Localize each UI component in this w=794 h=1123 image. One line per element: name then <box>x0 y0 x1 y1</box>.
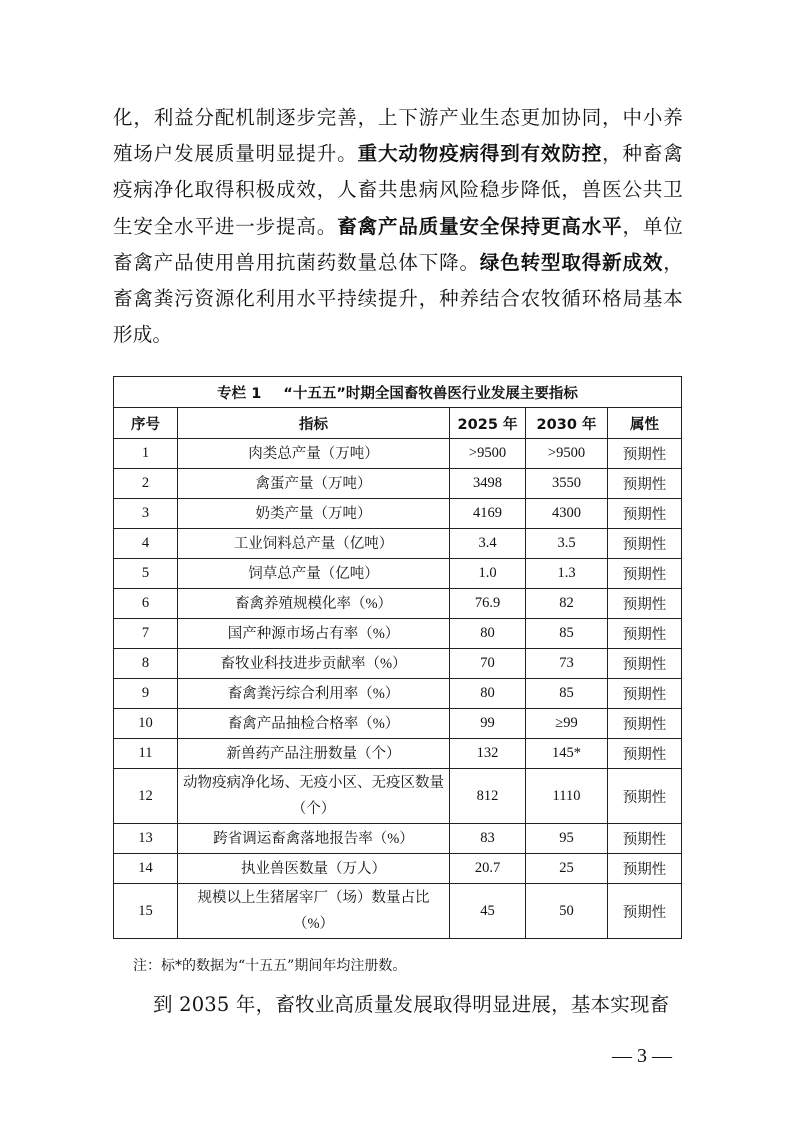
row-value-2025: 76.9 <box>450 589 526 619</box>
table-row <box>114 884 682 939</box>
row-value-2025: 812 <box>450 769 526 824</box>
row-value-2030: 85 <box>526 679 608 709</box>
table-caption-row <box>114 377 682 408</box>
row-value-2030: 95 <box>526 824 608 854</box>
row-value-2025: 4169 <box>450 499 526 529</box>
row-number: 2 <box>114 469 178 499</box>
row-value-2030: ≥99 <box>526 709 608 739</box>
row-indicator: 新兽药产品注册数量（个） <box>178 739 450 769</box>
indicators-table <box>113 376 682 939</box>
row-number: 9 <box>114 679 178 709</box>
row-indicator: 禽蛋产量（万吨） <box>178 469 450 499</box>
row-number: 3 <box>114 499 178 529</box>
table-row <box>114 619 682 649</box>
row-value-2025: >9500 <box>450 439 526 469</box>
table-row <box>114 439 682 469</box>
intro-bold-3: 绿色转型取得新成效 <box>479 250 664 274</box>
table-row <box>114 769 682 824</box>
row-indicator: 规模以上生猪屠宰厂（场）数量占比（%） <box>178 884 450 939</box>
row-number: 13 <box>114 824 178 854</box>
row-indicator: 执业兽医数量（万人） <box>178 854 450 884</box>
header-no: 序号 <box>114 408 178 439</box>
row-attribute: 预期性 <box>608 559 682 589</box>
row-attribute: 预期性 <box>608 469 682 499</box>
table-note: 注：标*的数据为“十五五”期间年均注册数。 <box>133 958 407 974</box>
row-value-2025: 20.7 <box>450 854 526 884</box>
row-indicator: 跨省调运畜禽落地报告率（%） <box>178 824 450 854</box>
row-attribute: 预期性 <box>608 709 682 739</box>
intro-text-2: ，种畜禽疫病净化取得积极成效，人畜共患病风险稳步降低，兽医公共卫生安全水平进一步提高。 <box>113 142 683 238</box>
table-row <box>114 739 682 769</box>
table-row <box>114 469 682 499</box>
row-number: 7 <box>114 619 178 649</box>
table-row <box>114 589 682 619</box>
table-row <box>114 679 682 709</box>
row-value-2030: 145* <box>526 739 608 769</box>
row-attribute: 预期性 <box>608 529 682 559</box>
row-attribute: 预期性 <box>608 739 682 769</box>
row-indicator: 畜牧业科技进步贡献率（%） <box>178 649 450 679</box>
row-number: 14 <box>114 854 178 884</box>
row-indicator: 工业饲料总产量（亿吨） <box>178 529 450 559</box>
intro-paragraph <box>113 100 683 353</box>
page-number: — 3 — <box>612 1045 672 1067</box>
row-value-2030: 50 <box>526 884 608 939</box>
row-number: 1 <box>114 439 178 469</box>
intro-text-4: ，畜禽粪污资源化利用水平持续提升，种养结合农牧循环格局基本形成。 <box>113 250 683 347</box>
row-attribute: 预期性 <box>608 854 682 884</box>
row-value-2030: 3.5 <box>526 529 608 559</box>
row-value-2030: >9500 <box>526 439 608 469</box>
row-number: 5 <box>114 559 178 589</box>
row-indicator: 畜禽粪污综合利用率（%） <box>178 679 450 709</box>
row-attribute: 预期性 <box>608 649 682 679</box>
row-attribute: 预期性 <box>608 884 682 939</box>
table-row <box>114 824 682 854</box>
row-value-2025: 83 <box>450 824 526 854</box>
table-row <box>114 559 682 589</box>
row-indicator: 奶类产量（万吨） <box>178 499 450 529</box>
row-number: 11 <box>114 739 178 769</box>
row-indicator: 肉类总产量（万吨） <box>178 439 450 469</box>
row-value-2030: 3550 <box>526 469 608 499</box>
row-value-2025: 99 <box>450 709 526 739</box>
row-attribute: 预期性 <box>608 824 682 854</box>
table-header-row <box>114 408 682 439</box>
table-row <box>114 649 682 679</box>
row-value-2025: 132 <box>450 739 526 769</box>
row-value-2030: 1.3 <box>526 559 608 589</box>
row-value-2025: 70 <box>450 649 526 679</box>
header-attribute: 属性 <box>608 408 682 439</box>
table-row <box>114 529 682 559</box>
table-caption-title: “十五五”时期全国畜牧兽医行业发展主要指标 <box>283 385 578 402</box>
row-attribute: 预期性 <box>608 619 682 649</box>
row-value-2025: 45 <box>450 884 526 939</box>
row-value-2030: 82 <box>526 589 608 619</box>
row-attribute: 预期性 <box>608 589 682 619</box>
table-caption <box>114 377 682 408</box>
row-value-2030: 73 <box>526 649 608 679</box>
row-value-2030: 25 <box>526 854 608 884</box>
intro-bold-2: 畜禽产品质量安全保持更高水平 <box>337 214 623 238</box>
intro-bold-1: 重大动物疫病得到有效防控 <box>357 142 603 166</box>
table-body <box>114 439 682 939</box>
row-indicator: 畜禽养殖规模化率（%） <box>178 589 450 619</box>
header-indicator: 指标 <box>178 408 450 439</box>
table-row <box>114 854 682 884</box>
row-indicator: 畜禽产品抽检合格率（%） <box>178 709 450 739</box>
row-indicator: 国产种源市场占有率（%） <box>178 619 450 649</box>
row-value-2025: 3.4 <box>450 529 526 559</box>
row-value-2030: 4300 <box>526 499 608 529</box>
row-value-2025: 80 <box>450 679 526 709</box>
row-indicator: 动物疫病净化场、无疫小区、无疫区数量（个） <box>178 769 450 824</box>
table-row <box>114 709 682 739</box>
row-number: 15 <box>114 884 178 939</box>
row-value-2030: 85 <box>526 619 608 649</box>
row-attribute: 预期性 <box>608 769 682 824</box>
row-number: 4 <box>114 529 178 559</box>
table-row <box>114 499 682 529</box>
row-number: 8 <box>114 649 178 679</box>
row-number: 10 <box>114 709 178 739</box>
row-attribute: 预期性 <box>608 439 682 469</box>
row-number: 12 <box>114 769 178 824</box>
table-caption-label: 专栏 1 <box>217 385 262 402</box>
row-value-2025: 3498 <box>450 469 526 499</box>
intro-text-3: ，单位畜禽产品使用兽用抗菌药数量总体下降。 <box>113 214 683 274</box>
header-2025: 2025 年 <box>450 408 526 439</box>
row-attribute: 预期性 <box>608 679 682 709</box>
header-2030: 2030 年 <box>526 408 608 439</box>
row-value-2025: 1.0 <box>450 559 526 589</box>
intro-text-1: 化，利益分配机制逐步完善，上下游产业生态更加协同，中小养殖场户发展质量明显提升。 <box>113 106 683 166</box>
row-attribute: 预期性 <box>608 499 682 529</box>
row-value-2025: 80 <box>450 619 526 649</box>
row-indicator: 饲草总产量（亿吨） <box>178 559 450 589</box>
closing-paragraph: 到 2035 年，畜牧业高质量发展取得明显进展，基本实现畜 <box>153 993 670 1016</box>
row-number: 6 <box>114 589 178 619</box>
row-value-2030: 1110 <box>526 769 608 824</box>
